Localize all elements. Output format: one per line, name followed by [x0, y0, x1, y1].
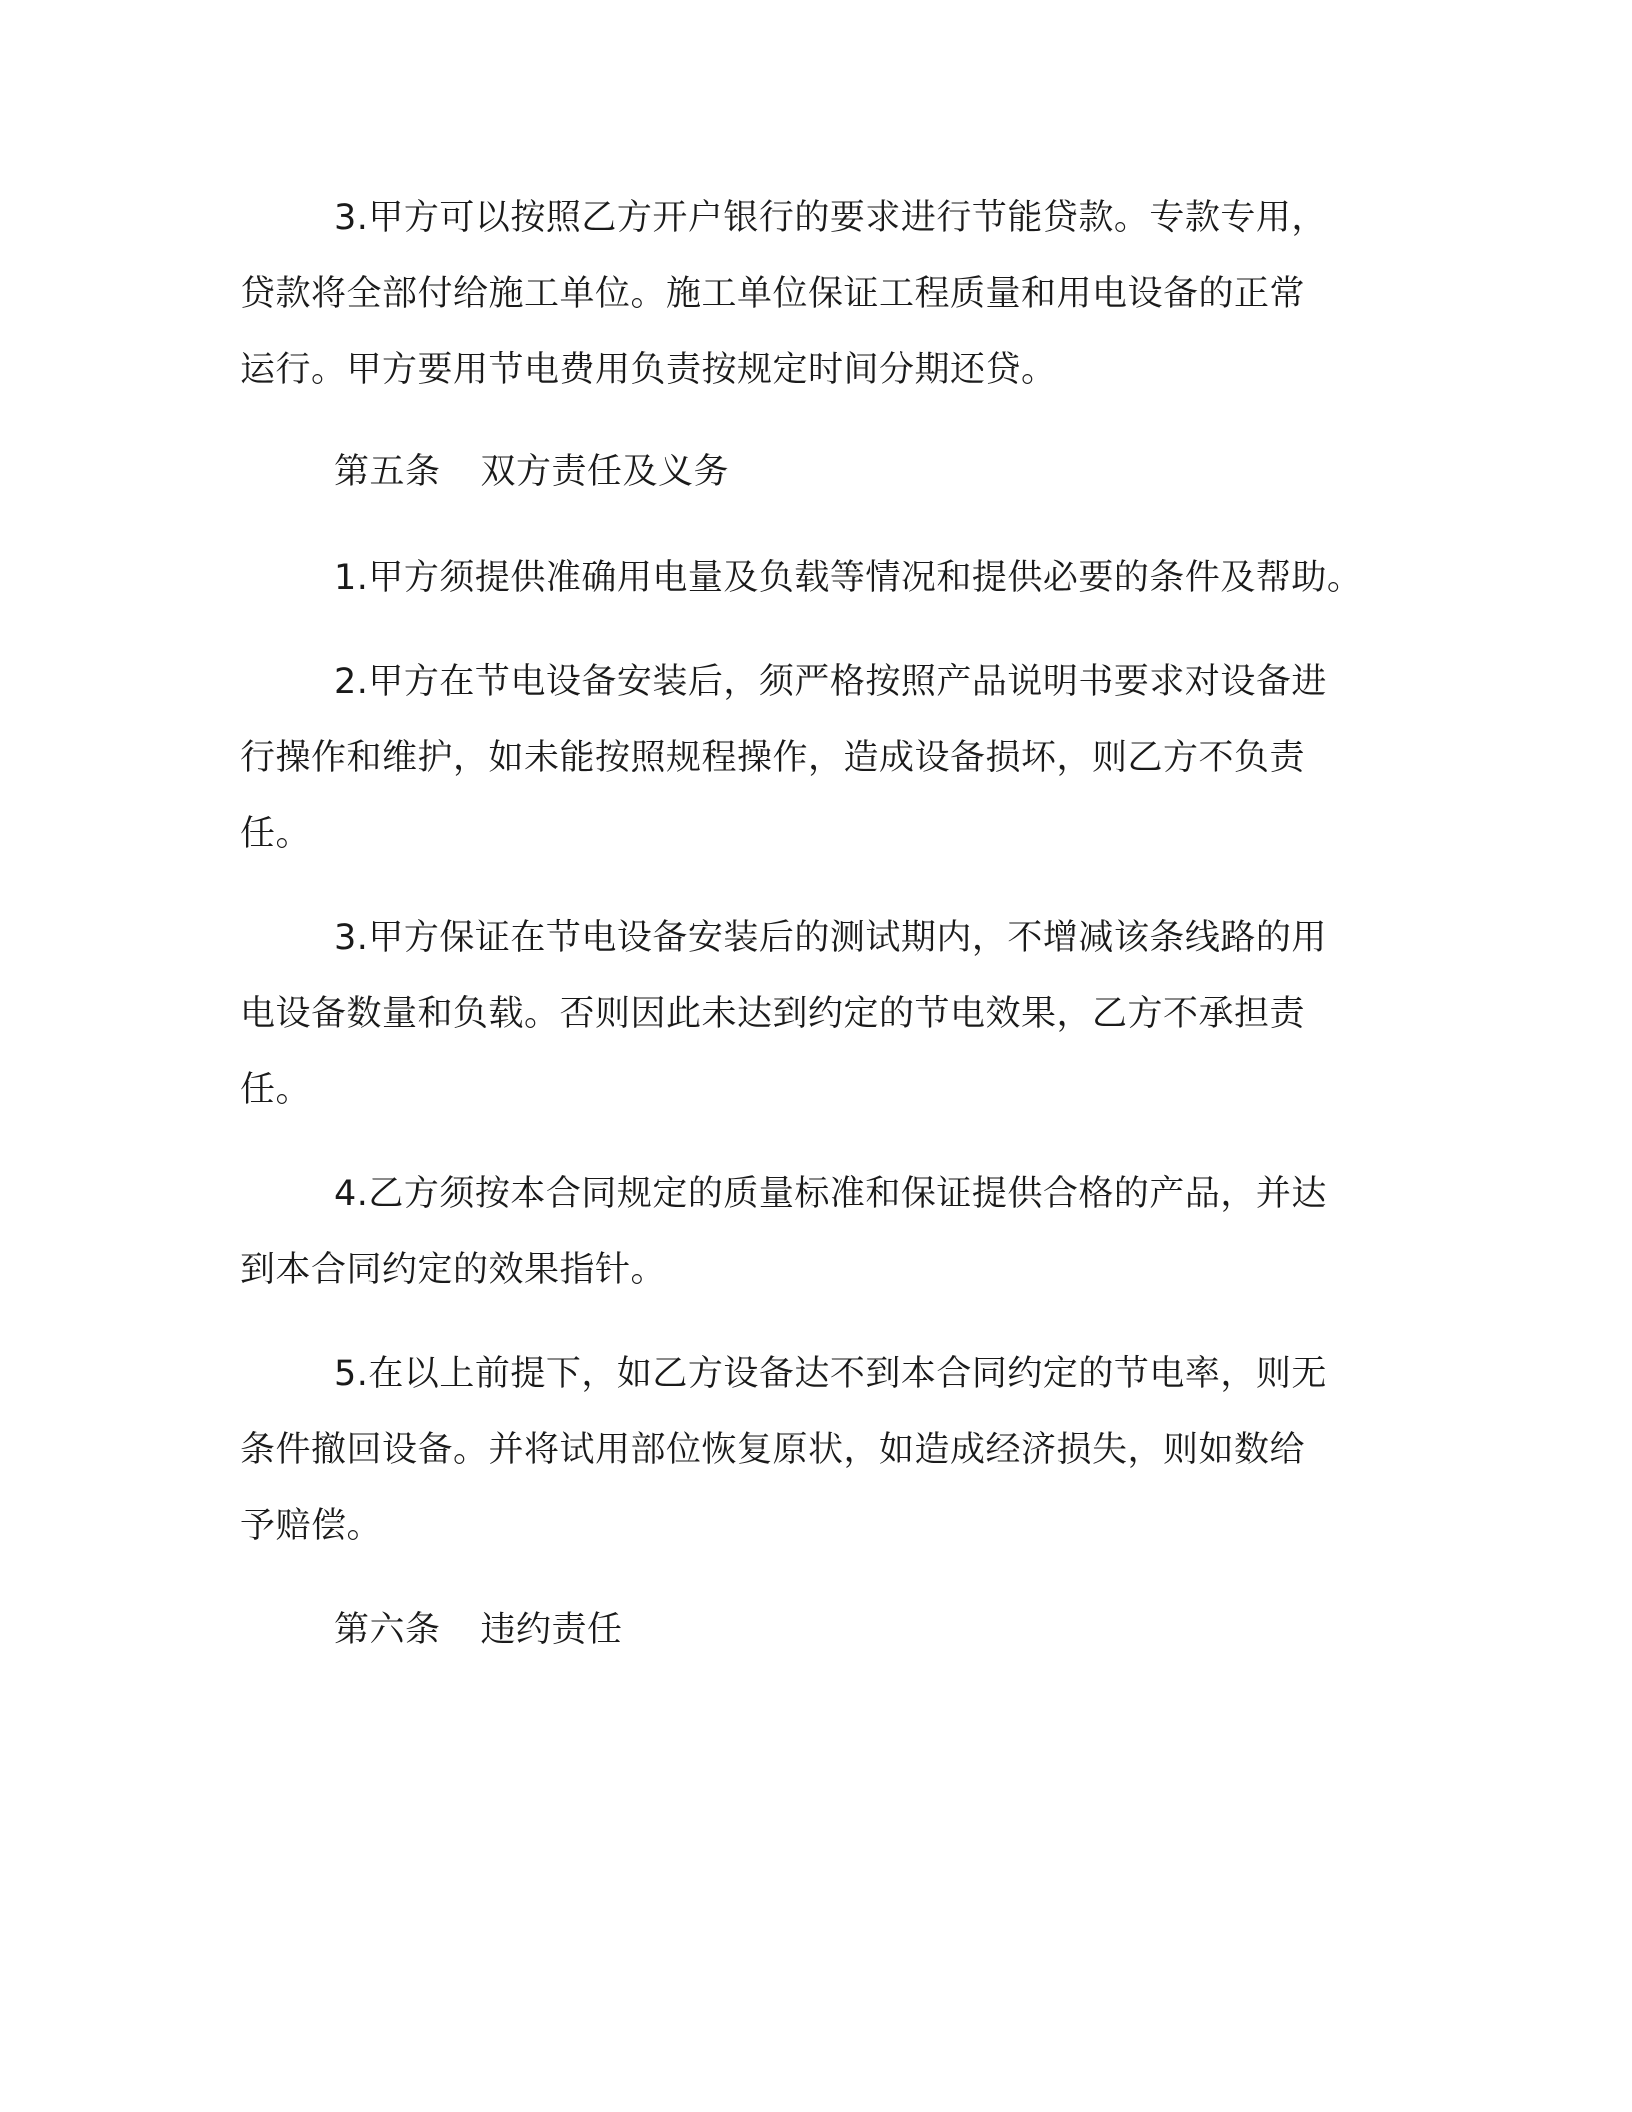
responsibility-3-line-3: 任。 — [240, 1070, 312, 1110]
section-number: 第六条 — [334, 1610, 441, 1650]
paragraph-loan-line-1: 3.甲方可以按照乙方开户银行的要求进行节能贷款。专款专用， — [334, 198, 1327, 238]
responsibility-5-line-2: 条件撤回设备。并将试用部位恢复原状，如造成经济损失，则如数给 — [240, 1430, 1306, 1470]
responsibility-5-line-1: 5.在以上前提下，如乙方设备达不到本合同约定的节电率，则无 — [334, 1354, 1327, 1394]
responsibility-4-line-1: 4.乙方须按本合同规定的质量标准和保证提供合格的产品，并达 — [334, 1174, 1327, 1214]
paragraph-loan-line-2: 贷款将全部付给施工单位。施工单位保证工程质量和用电设备的正常 — [240, 274, 1306, 314]
responsibility-4-line-2: 到本合同约定的效果指针。 — [240, 1250, 667, 1290]
responsibility-2-line-2: 行操作和维护，如未能按照规程操作，造成设备损坏，则乙方不负责 — [240, 738, 1306, 778]
responsibility-5-line-3: 予赔偿。 — [240, 1506, 383, 1546]
responsibility-2-line-1: 2.甲方在节电设备安装后，须严格按照产品说明书要求对设备进 — [334, 662, 1327, 702]
section-heading-6 — [334, 1606, 623, 1654]
section-number: 第五条 — [334, 452, 441, 492]
responsibility-3-line-2: 电设备数量和负载。否则因此未达到约定的节电效果，乙方不承担责 — [240, 994, 1306, 1034]
responsibility-1-line-1: 1.甲方须提供准确用电量及负载等情况和提供必要的条件及帮助。 — [334, 558, 1363, 598]
section-title: 违约责任 — [480, 1610, 623, 1650]
section-heading-5 — [334, 448, 729, 496]
responsibility-3-line-1: 3.甲方保证在节电设备安装后的测试期内，不增减该条线路的用 — [334, 918, 1327, 958]
section-title: 双方责任及义务 — [480, 452, 730, 492]
paragraph-loan-line-3: 运行。甲方要用节电费用负责按规定时间分期还贷。 — [240, 350, 1057, 390]
responsibility-2-line-3: 任。 — [240, 814, 312, 854]
